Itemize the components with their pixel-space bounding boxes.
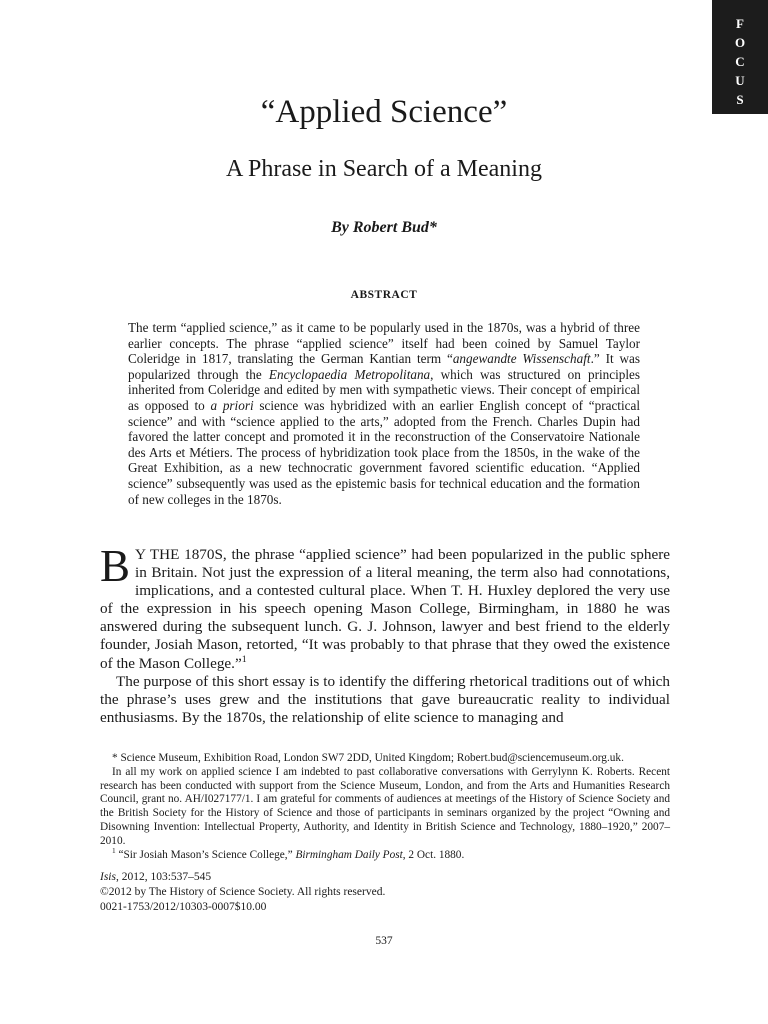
abstract-heading: ABSTRACT (350, 289, 418, 301)
body-paragraph: The purpose of this short essay is to identify the differing rhetorical traditions out of which the phrase’s uses grew and the institutions that gave bureaucratic reality to individual enthusiasms. By the 1870s, the relationship of elite science to managing and (100, 672, 670, 726)
footnote-1: $^1$ “Sir Josiah Mason’s Science College,” Birmingham Daily Post, 2 Oct. 1880. (112, 845, 465, 861)
abstract-text: The term “applied science,” as it came to be popularly used in the 1870s, was a hybrid of three earlier concepts. The phrase “applied science” itself had been coined by Samuel Taylor Coleridge in 1817, translating the German Kantian term “angewandte Wissenschaft.” It was popularized through the Encyclopaedia Metropolitana, which was structured on principles inherited from Coleridge and edited by men with sympathetic views. Their concept of empirical as opposed to a priori science was hybridized with an earlier English concept of “practical science” and with “science applied to the arts,” adopted from the French. Charles Dupin had favored the latter concept and promoted it in the reconstruction of the Conservatoire Nationale des Arts et Métiers. The process of hybridization took place from the 1850s, in the wake of the Great Exhibition, as a new technocratic government favored scientific education. “Applied science” subsequently was used as the epistemic basis for technical education and the formation of new colleges in the 1870s. (128, 320, 641, 507)
publication-info (100, 870, 500, 915)
body-paragraph: B Y THE 1870S, the phrase “applied science” had been popularized in the public sphere in Britain. Not just the expression of a literal meaning, the term also had connotations, implications, and a contested cultural place. When T. H. Huxley deplored the very use of the expression in his speech opening Mason College, Birmingham, in 1880 he was answered during the subsequent lunch. G. J. Johnson, lawyer and best friend to the elderly founder, Josiah Mason, retorted, “It was probably to that phrase that they owed the existence of the Mason College.”$^1$ (100, 541, 670, 672)
article-body (100, 541, 670, 727)
author-affiliation-note: * Science Museum, Exhibition Road, London SW7 2DD, United Kingdom; Robert.bud@sciencemuseum.org.uk. (112, 752, 624, 764)
focus-letter: C (735, 54, 745, 69)
focus-letter: U (735, 73, 745, 88)
author-byline: By Robert Bud* (331, 219, 437, 236)
acknowledgments-note: In all my work on applied science I am indebted to past collaborative conversations with Gerrylynn K. Roberts. Recent research has been conducted with support from the Science Museum, London, and from the Arts and Humanities Research Council, grant no. AH/I027177/1. I am grateful for comments of audiences at meetings of the History of Science Society and the British Society for the History of Science and those of participants in seminars organized by the project “Owning and Disowning Invention: Intellectual Property, Authority, and Identity in British Science and Technology, 1880–1920,” 2007–2010. (100, 765, 670, 847)
article-code: 0021-1753/2012/10303-0007$10.00 (100, 901, 267, 913)
focus-letter: F (736, 16, 744, 31)
article-subtitle: A Phrase in Search of a Meaning (226, 156, 542, 182)
focus-letter: O (734, 35, 746, 50)
footnote-ref[interactable]: 1 (241, 653, 247, 665)
article-title: “Applied Science” (260, 94, 508, 130)
drop-cap: B (100, 541, 131, 591)
focus-letter: S (736, 92, 744, 107)
footnotes (100, 752, 670, 862)
copyright-line: ©2012 by The History of Science Society. All rights reserved. (100, 886, 386, 898)
journal-citation: Isis, 2012, 103:537–545 (100, 871, 212, 883)
page-number: 537 (375, 935, 393, 947)
